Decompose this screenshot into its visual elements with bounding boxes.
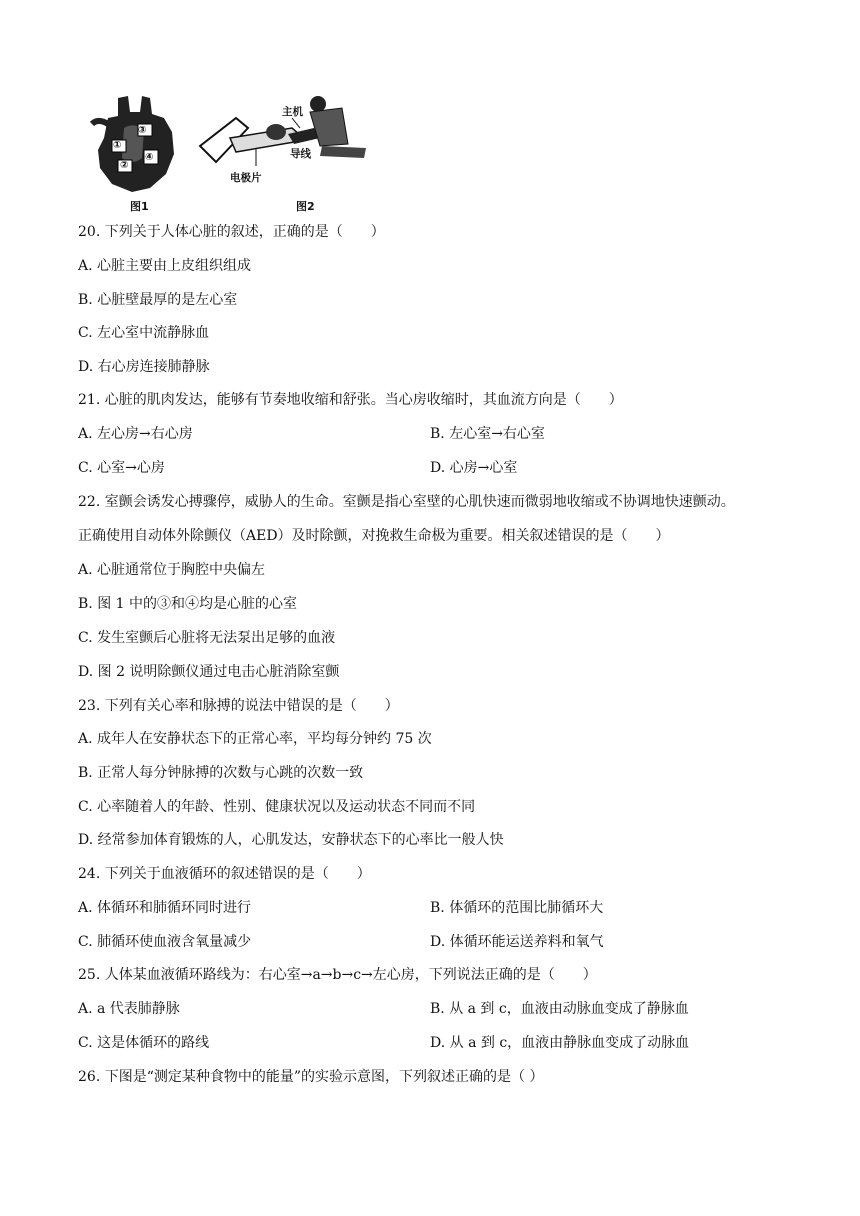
q25-option-c: C. 这是体循环的路线 [78,1035,210,1051]
q22-stem-line1: 22. 室颤会诱发心搏骤停，威胁人的生命。室颤是指心室壁的心肌快速而微弱地收缩或不协调地快速颤动。 [78,494,735,510]
q22-option-a: A. 心脏通常位于胸腔中央偏左 [78,562,266,578]
heart-mark-1: ① [113,140,122,151]
q24-option-a: A. 体循环和肺循环同时进行 [78,900,252,916]
q21-option-a: A. 左心房→右心房 [78,426,193,442]
q23-option-a: A. 成年人在安静状态下的正常心率，平均每分钟约 75 次 [78,731,432,747]
q21-option-b: B. 左心室→右心室 [430,426,545,442]
q22-option-d: D. 图 2 说明除颤仪通过电击心脏消除室颤 [78,664,340,680]
q22-option-b: B. 图 1 中的③和④均是心脏的心室 [78,596,297,612]
fig1-label: 图1 [130,200,149,213]
q25-option-d: D. 从 a 到 c，血液由静脉血变成了动脉血 [430,1035,690,1051]
q23-option-d: D. 经常参加体育锻炼的人，心肌发达，安静状态下的心率比一般人快 [78,832,504,848]
q21-option-c: C. 心室→心房 [78,460,165,476]
heart-diagram-figure [78,88,188,196]
q21-stem: 21. 心脏的肌肉发达，能够有节奏地收缩和舒张。当心房收缩时，其血流方向是（ ） [78,392,623,408]
q25-stem: 25. 人体某血液循环路线为：右心室→a→b→c→左心房，下列说法正确的是（ ） [78,967,597,983]
q20-stem: 20. 下列关于人体心脏的叙述，正确的是（ ） [78,224,385,240]
q23-option-b: B. 正常人每分钟脉搏的次数与心跳的次数一致 [78,765,364,781]
figures [78,88,378,216]
fig2-label: 图2 [296,200,315,213]
q22-option-c: C. 发生室颤后心脏将无法泵出足够的血液 [78,630,336,646]
wire-label: 导线 [290,148,311,160]
electrode-label: 电极片 [230,172,262,184]
q23-stem: 23. 下列有关心率和脉搏的说法中错误的是（ ） [78,698,399,714]
q20-option-d: D. 右心房连接肺静脉 [78,359,210,375]
q20-option-a: A. 心脏主要由上皮组织组成 [78,258,252,274]
heart-mark-3: ③ [138,125,147,136]
q25-option-a: A. a 代表肺静脉 [78,1001,180,1017]
q26-stem: 26. 下图是“测定某种食物中的能量”的实验示意图，下列叙述正确的是（ ） [78,1069,544,1085]
q24-stem: 24. 下列关于血液循环的叙述错误的是（ ） [78,866,371,882]
heart-mark-4: ④ [145,152,154,163]
q24-option-b: B. 体循环的范围比肺循环大 [430,900,604,916]
q20-option-b: B. 心脏壁最厚的是左心室 [78,292,238,308]
q22-stem-line2: 正确使用自动体外除颤仪（AED）及时除颤，对挽救生命极为重要。相关叙述错误的是（ ） [78,528,670,544]
heart-mark-2: ② [120,160,129,171]
q24-option-c: C. 肺循环使血液含氧量减少 [78,934,252,950]
q24-option-d: D. 体循环能运送养料和氧气 [430,934,604,950]
host-label: 主机 [282,106,303,118]
q20-option-c: C. 左心室中流静脉血 [78,325,210,341]
q21-option-d: D. 心房→心室 [430,460,518,476]
q25-option-b: B. 从 a 到 c，血液由动脉血变成了静脉血 [430,1001,689,1017]
q23-option-c: C. 心率随着人的年龄、性别、健康状况以及运动状态不同而不同 [78,799,476,815]
